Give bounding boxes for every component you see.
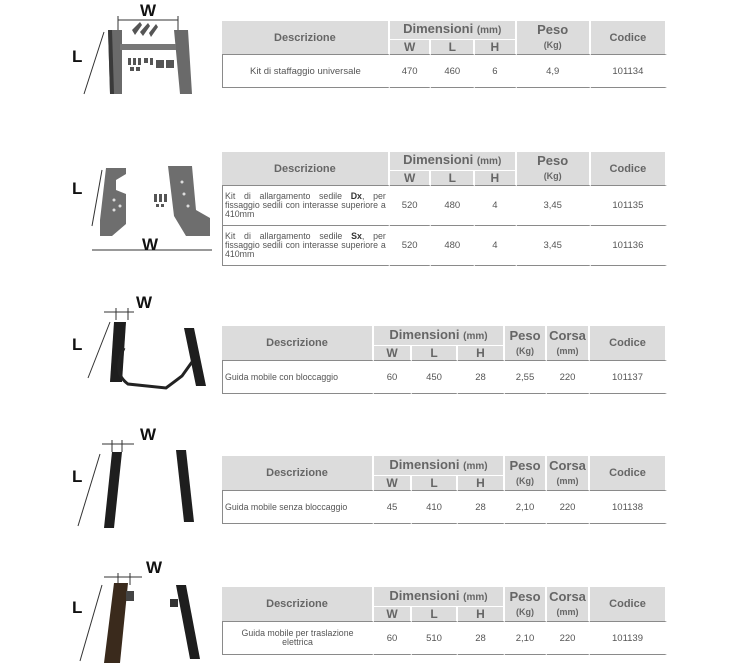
cell-codice: 101134 [591,54,667,88]
product-image-slide-without-lock [70,420,220,535]
header-codice: Codice [590,326,667,360]
cell-codice: 101135 [591,185,667,226]
cell-h: 4 [475,226,517,266]
cell-descrizione: Guida mobile senza bloccaggio [222,490,374,524]
product-image-universal-kit [70,0,210,100]
table-row [222,54,667,88]
table-row [222,621,667,655]
table-row [222,226,667,266]
dimension-label-w: W [146,558,163,577]
header-peso: Peso (Kg) [517,152,591,185]
dimension-label-w: W [142,235,159,254]
table-row [222,490,667,524]
header-dimensioni: Dimensioni (mm) [374,587,505,606]
cell-descrizione: Kit di allargamento sedile Sx, per fissaggio sedili con interasse superiore a 410mm [222,226,390,266]
header-codice: Codice [590,456,667,490]
cell-peso: 3,45 [517,185,591,226]
cell-descrizione: Kit di allargamento sedile Dx, per fissaggio sedili con interasse superiore a 410mm [222,185,390,226]
cell-w: 470 [390,54,432,88]
cell-l: 410 [412,490,458,524]
cell-corsa: 220 [547,360,590,394]
product-image-slide-with-lock [70,290,220,400]
cell-l: 460 [431,54,475,88]
cell-w: 60 [374,360,412,394]
header-dimensioni: Dimensioni (mm) [374,326,505,345]
header-w: W [374,345,412,360]
header-w: W [390,39,432,54]
header-w: W [390,170,432,185]
cell-peso: 3,45 [517,226,591,266]
header-w: W [374,606,412,621]
product-table-101135-101136 [222,152,667,266]
header-dimensioni: Dimensioni (mm) [374,456,505,475]
cell-l: 480 [431,185,475,226]
table-row [222,185,667,226]
product-image-widening-kit [70,160,220,260]
cell-l: 510 [412,621,458,655]
header-codice: Codice [591,152,667,185]
header-dimensioni: Dimensioni (mm) [390,21,517,39]
header-h: H [475,39,517,54]
header-h: H [475,170,517,185]
header-peso: Peso (Kg) [517,21,591,54]
cell-w: 60 [374,621,412,655]
cell-w: 520 [390,226,432,266]
header-codice: Codice [591,21,667,54]
cell-peso: 2,10 [505,621,547,655]
cell-h: 28 [458,360,505,394]
cell-descrizione: Guida mobile con bloccaggio [222,360,374,394]
product-table-101138 [222,456,667,524]
cell-peso: 4,9 [517,54,591,88]
header-descrizione: Descrizione [222,456,374,490]
cell-h: 28 [458,490,505,524]
header-w: W [374,475,412,490]
header-l: L [431,39,475,54]
header-corsa: Corsa (mm) [547,456,590,490]
header-corsa: Corsa (mm) [547,587,590,621]
header-descrizione: Descrizione [222,587,374,621]
product-table-101137 [222,326,667,394]
dimension-label-l: L [72,467,83,486]
product-table-101139 [222,587,667,655]
product-table-101134 [222,21,667,88]
cell-corsa: 220 [547,621,590,655]
cell-w: 520 [390,185,432,226]
dimension-label-l: L [72,47,83,66]
header-codice: Codice [590,587,667,621]
cell-peso: 2,10 [505,490,547,524]
dimension-label-w: W [136,293,153,312]
product-image-electric-slide [70,555,220,667]
header-descrizione: Descrizione [222,152,390,185]
dimension-label-w: W [140,425,157,444]
header-peso: Peso (Kg) [505,456,547,490]
cell-corsa: 220 [547,490,590,524]
header-descrizione: Descrizione [222,326,374,360]
header-h: H [458,475,505,490]
header-dimensioni: Dimensioni (mm) [390,152,517,170]
cell-h: 6 [475,54,517,88]
header-l: L [412,475,458,490]
header-h: H [458,345,505,360]
cell-descrizione: Kit di staffaggio universale [222,54,390,88]
cell-h: 28 [458,621,505,655]
header-corsa: Corsa (mm) [547,326,590,360]
cell-w: 45 [374,490,412,524]
header-h: H [458,606,505,621]
cell-codice: 101139 [590,621,667,655]
header-l: L [412,345,458,360]
dimension-label-l: L [72,335,83,354]
cell-codice: 101137 [590,360,667,394]
header-l: L [412,606,458,621]
header-peso: Peso (Kg) [505,326,547,360]
table-row [222,360,667,394]
dimension-label-l: L [72,598,83,617]
dimension-label-l: L [72,179,83,198]
header-peso: Peso (Kg) [505,587,547,621]
cell-codice: 101138 [590,490,667,524]
header-l: L [431,170,475,185]
cell-l: 480 [431,226,475,266]
cell-descrizione: Guida mobile per traslazione elettrica [222,621,374,655]
cell-peso: 2,55 [505,360,547,394]
cell-l: 450 [412,360,458,394]
cell-codice: 101136 [591,226,667,266]
header-descrizione: Descrizione [222,21,390,54]
cell-h: 4 [475,185,517,226]
dimension-label-w: W [140,1,157,20]
